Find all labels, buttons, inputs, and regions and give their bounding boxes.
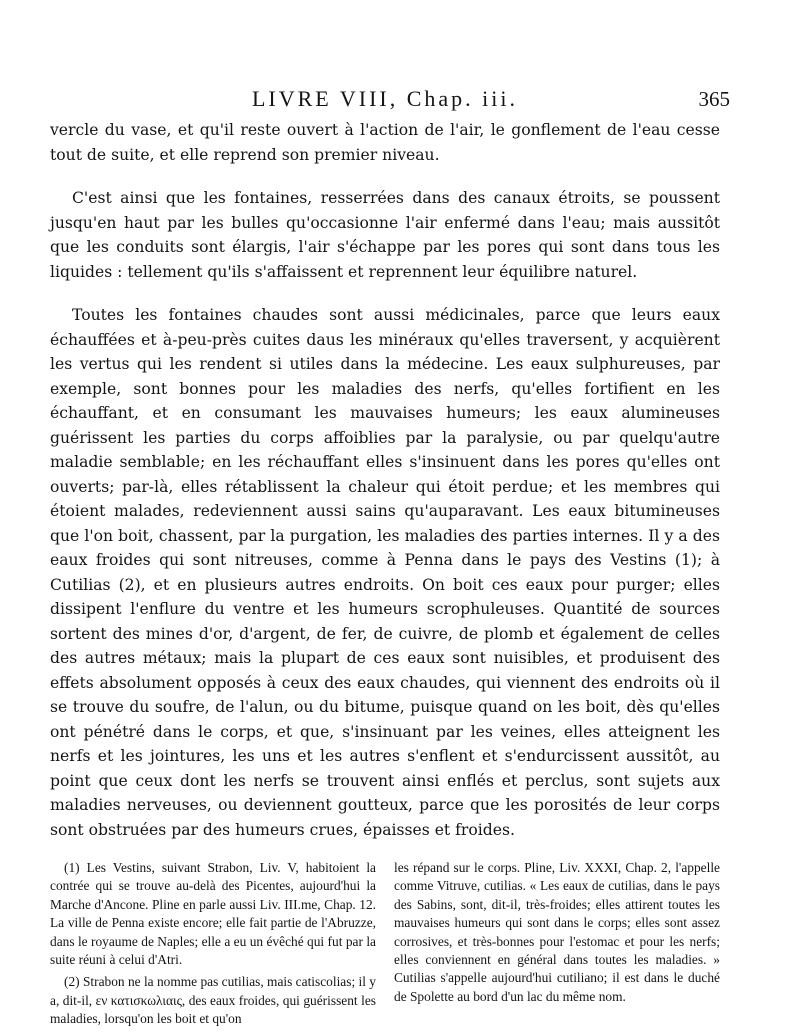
running-title: LIVRE VIII, Chap. iii. [251, 86, 518, 111]
footnote-2: (2) Strabon ne la nomme pas cutilias, mais catiscolias; il y a, dit-il, εν κατισκωλιαις, des eaux froides, qui guérissent les maladies, lorsqu'on les boit et qu'on [50, 974, 377, 1027]
footnote-column-left [50, 859, 376, 1033]
paragraph: C'est ainsi que les fontaines, resserrées dans des canaux étroits, se poussent jusqu'en haut par les bulles qu'occasionne l'air enfermé dans l'eau; mais aussitôt que les conduits sont élargis, l'air s'échappe par les pores qui sont dans tous les liquides : tellement qu'ils s'affaissent et reprennent leur équilibre naturel. [50, 189, 720, 281]
running-head [50, 84, 730, 114]
paragraph-continued: vercle du vase, et qu'il reste ouvert à l'action de l'air, le gonflement de l'eau cesse tout de suite, et elle reprend son premier niveau. [50, 121, 720, 164]
main-text [50, 118, 720, 842]
footnote-column-right [394, 859, 720, 1033]
footnote-2-continued: les répand sur le corps. Pline, Liv. XXXI, Chap. 2, l'appelle comme Vitruve, cutilias. « Les eaux de cutilias, dans le pays des Sabins, sont, dit-il, très-froides; elles attirent toutes les mauvaises humeurs qui sont dans le corps; elles sont assez corrosives, et très-bonnes pour l'estomac et pour les nerfs; elles conviennent en général dans toutes les maladies. » Cutilias s'appelle aujourd'hui cutiliano; il est dans le duché de Spolette au bord d'un lac du même nom. [394, 860, 720, 1004]
page-number: 365 [698, 87, 730, 111]
footnote-1: (1) Les Vestins, suivant Strabon, Liv. V, habitoient la contrée qui se trouve au-delà des Picentes, aujourd'hui la Marche d'Ancone. Pline en parle aussi Liv. III.me, Chap. 12. La ville de Penna existe encore; elle fait partie de l'Abruzze, dans le royaume de Naples; elle a eu un évêché qui fut par la suite réuni à celui d'Atri. [50, 860, 376, 968]
paragraph: Toutes les fontaines chaudes sont aussi médicinales, parce que leurs eaux échauffées et à-peu-près cuites daus les minéraux qu'elles traversent, y acquièrent les vertus qui les rendent si utiles dans la médecine. Les eaux sulphureuses, par exemple, sont bonnes pour les maladies des nerfs, qu'elles fortifient en les échauffant, et en consumant les mauvaises humeurs; les eaux alumineuses guérissent les parties du corps affoiblies par la paralysie, ou par quelqu'autre maladie semblable; en les réchauffant elles s'insinuent dans les pores qu'elles ont ouverts; par-là, elles rétablissent la chaleur qui étoit perdue; et les membres qui étoient malades, redeviennent aussi sains qu'auparavant. Les eaux bitumineuses que l'on boit, chassent, par la purgation, les maladies des parties internes. Il y a des eaux froides qui sont nitreuses, comme à Penna dans le pays des Vestins (1); à Cutilias (2), et en plusieurs autres endroits. On boit ces eaux pour purger; elles dissipent l'enflure du ventre et les humeurs scrophuleuses. Quantité de sources sortent des mines d'or, d'argent, de fer, de cuivre, de plomb et également de celles des autres métaux; mais la plupart de ces eaux sont nuisibles, et produisent des effets absolument opposés à ceux des eaux chaudes, qui viennent des endroits où il se trouve du soufre, de l'alun, ou du bitume, puisque quand on les boit, dès qu'elles ont pénétré dans le corps, et que, s'insinuant par les veines, elles atteignent les nerfs et les jointures, les uns et les autres s'enflent et s'endurcissent aussitôt, au point que ceux dont les nerfs se trouvent ainsi enflés et perclus, sont sujets aux maladies nerveuses, ou deviennent goutteux, parce que les porosités de leur corps sont obstruées par des humeurs crues, épaisses et froides. [50, 306, 720, 839]
book-page [50, 84, 730, 1033]
footnotes [50, 859, 720, 1033]
